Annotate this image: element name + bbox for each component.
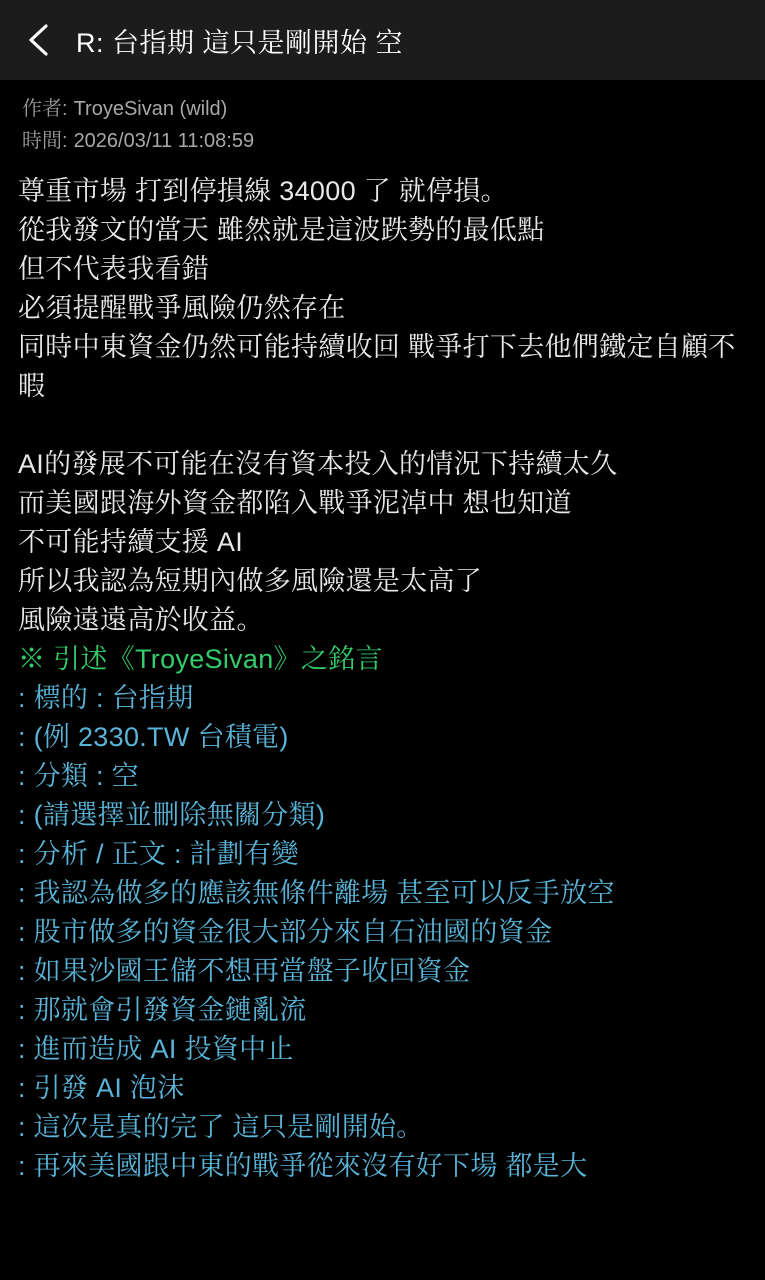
author-value: TroyeSivan (wild)	[73, 98, 228, 120]
post-body[interactable]	[0, 162, 765, 1280]
post-line: 尊重市場 打到停損線 34000 了 就停損。	[18, 176, 508, 206]
time-row	[22, 126, 743, 156]
post-line: : 引發 AI 泡沫	[18, 1073, 185, 1103]
author-row	[22, 94, 743, 124]
post-line: : 再來美國跟中東的戰爭從來沒有好下場 都是大	[18, 1151, 588, 1181]
post-line: : 那就會引發資金鏈亂流	[18, 995, 307, 1025]
post-line: : 分析 / 正文 : 計劃有變	[18, 839, 299, 869]
post-line: : 我認為做多的應該無條件離場 甚至可以反手放空	[18, 878, 615, 908]
post-line: 但不代表我看錯	[18, 254, 210, 284]
post-line: : (例 2330.TW 台積電)	[18, 722, 289, 752]
time-value: 2026/03/11 11:08:59	[73, 130, 255, 152]
post-line: 同時中東資金仍然可能持續收回 戰爭打下去他們鐵定自顧不暇	[18, 332, 736, 401]
post-line: AI的發展不可能在沒有資本投入的情況下持續太久	[18, 449, 618, 479]
back-button[interactable]	[14, 14, 66, 66]
post-line: 不可能持續支援 AI	[18, 527, 244, 557]
author-label: 作者:	[22, 98, 68, 120]
post-line: : 進而造成 AI 投資中止	[18, 1034, 294, 1064]
post-line: : 如果沙國王儲不想再當盤子收回資金	[18, 956, 471, 986]
post-line: : 分類 : 空	[18, 761, 139, 791]
time-label: 時間:	[22, 130, 68, 152]
post-line: : 股市做多的資金很大部分來自石油國的資金	[18, 917, 553, 947]
post-line: ※ 引述《TroyeSivan》之銘言	[18, 644, 383, 674]
chevron-left-icon	[25, 20, 55, 60]
post-line: : 這次是真的完了 這只是剛開始。	[18, 1112, 424, 1142]
post-line: 風險遠遠高於收益。	[18, 605, 264, 635]
post-line: 必須提醒戰爭風險仍然存在	[18, 293, 346, 323]
post-line: 所以我認為短期內做多風險還是太高了	[18, 566, 483, 596]
post-line: : 標的 : 台指期	[18, 683, 194, 713]
header-bar	[0, 0, 765, 80]
page-title: R: 台指期 這只是剛開始 空	[76, 27, 404, 58]
post-line: 而美國跟海外資金都陷入戰爭泥淖中 想也知道	[18, 488, 572, 518]
post-line: 從我發文的當天 雖然就是這波跌勢的最低點	[18, 215, 545, 245]
post-meta	[0, 80, 765, 162]
post-blank-line	[18, 406, 747, 445]
post-line: : (請選擇並刪除無關分類)	[18, 800, 326, 830]
